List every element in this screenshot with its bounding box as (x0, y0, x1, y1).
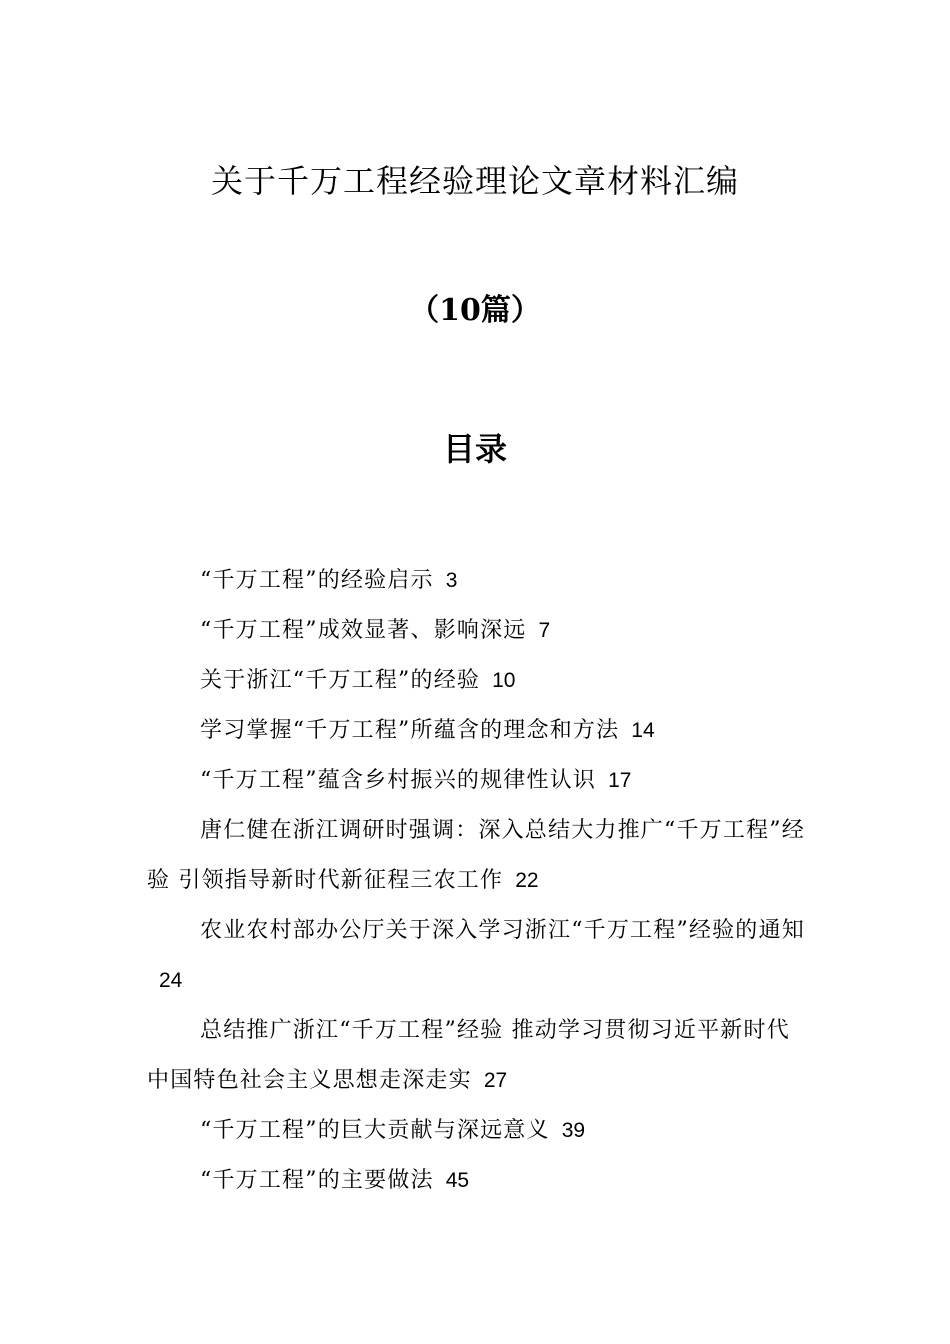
toc-entry-title: 关于浙江“千万工程”的经验 (200, 668, 481, 693)
toc-entry[interactable] (147, 1106, 809, 1156)
toc-entry-title: “千万工程”成效显著、影响深远 (200, 618, 527, 643)
toc-entry[interactable] (147, 606, 809, 656)
toc-entry-title: 农业农村部办公厅关于深入学习浙江“千万工程”经验的通知 (200, 918, 805, 943)
toc-entry-page: 10 (492, 669, 516, 692)
toc-entry[interactable] (147, 1006, 809, 1106)
toc-entry[interactable] (147, 656, 809, 706)
toc-entry[interactable] (147, 756, 809, 806)
toc-entry-page: 45 (445, 1169, 470, 1192)
toc-entry-page: 3 (445, 569, 458, 592)
toc-entry[interactable] (147, 906, 809, 1006)
toc-entry-page: 22 (515, 869, 539, 892)
toc-entry-title: “千万工程”的巨大贡献与深远意义 (200, 1118, 550, 1143)
toc-entry-title: 唐仁健在浙江调研时强调：深入总结大力推广“千万工程”经验 引领指导新时代新征程三农工作 (147, 818, 805, 893)
toc-entry[interactable] (147, 706, 809, 756)
toc-heading: 目录 (442, 430, 507, 468)
toc-entry-title: 总结推广浙江“千万工程”经验 推动学习贯彻习近平新时代中国特色社会主义思想走深走实 (147, 1018, 790, 1093)
toc-entry-title: “千万工程”蕴含乡村振兴的规律性认识 (200, 768, 597, 793)
toc-entry-title: “千万工程”的主要做法 (200, 1168, 434, 1193)
toc-entry-page: 39 (561, 1119, 586, 1142)
toc-entry[interactable] (147, 1156, 809, 1206)
toc-entry[interactable] (147, 556, 809, 606)
document-title: 关于千万工程经验理论文章材料汇编 (210, 162, 739, 200)
toc-entry-page: 7 (538, 619, 551, 642)
toc-entry-page: 27 (483, 1069, 508, 1092)
toc-entry-page: 14 (631, 719, 655, 742)
toc-entry-title: “千万工程”的经验启示 (200, 568, 434, 593)
table-of-contents (147, 556, 809, 1206)
toc-entry-page: 24 (159, 969, 183, 992)
toc-entry-title: 学习掌握“千万工程”所蕴含的理念和方法 (200, 718, 620, 743)
document-subtitle: （10篇） (409, 293, 541, 328)
toc-entry[interactable] (147, 806, 809, 906)
toc-entry-page: 17 (608, 769, 632, 792)
